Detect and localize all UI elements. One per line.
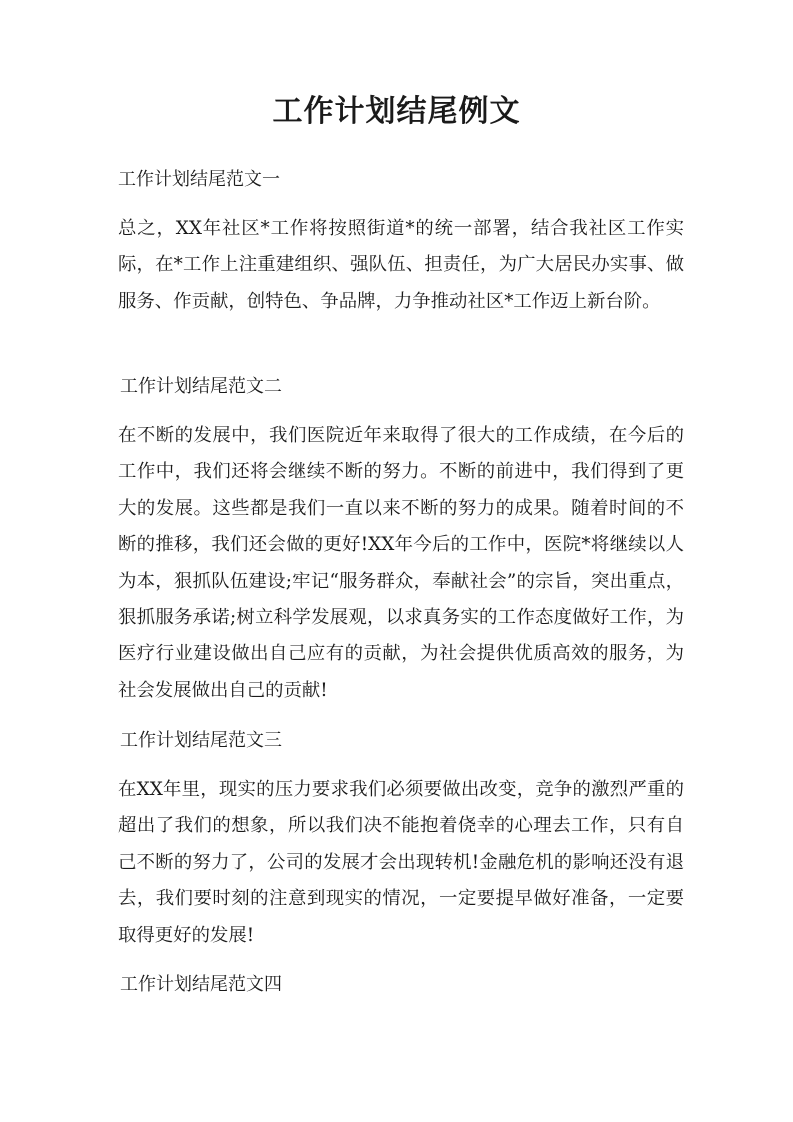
section-heading-1: 工作计划结尾范文一 — [118, 169, 280, 190]
section-heading-4: 工作计划结尾范文四 — [120, 974, 282, 995]
section-body-3: 在XX年里，现实的压力要求我们必须要做出改变，竞争的激烈严重的超出了我们的想象，所以我们决不能抱着侥幸的心理去工作，只有自己不断的努力了，公司的发展才会出现转机!金融危机的影响还没有退去，我们要时刻的注意到现实的情况，一定要提早做好准备，一定要取得更好的发展! — [118, 779, 684, 946]
section-heading-3: 工作计划结尾范文三 — [120, 730, 282, 751]
section-body-1: 总之，XX年社区*工作将按照街道*的统一部署，结合我社区工作实际，在*工作上注重建组织、强队伍、担责任，为广大居民办实事、做服务、作贡献，创特色、争品牌，力争推动社区*工作迈上新台阶。 — [118, 218, 684, 312]
section-heading-2: 工作计划结尾范文二 — [120, 376, 282, 397]
section-body-2: 在不断的发展中，我们医院近年来取得了很大的工作成绩，在今后的工作中，我们还将会继续不断的努力。不断的前进中，我们得到了更大的发展。这些都是我们一直以来不断的努力的成果。随着时间的不断的推移，我们还会做的更好!XX年今后的工作中，医院*将继续以人为本，狠抓队伍建设;牢记“服务群众，奉献社会”的宗旨，突出重点，狠抓服务承诺;树立科学发展观，以求真务实的工作态度做好工作，为医疗行业建设做出自己应有的贡献，为社会提供优质高效的服务，为社会发展做出自己的贡献! — [118, 425, 684, 701]
document-title: 工作计划结尾例文 — [272, 94, 521, 129]
